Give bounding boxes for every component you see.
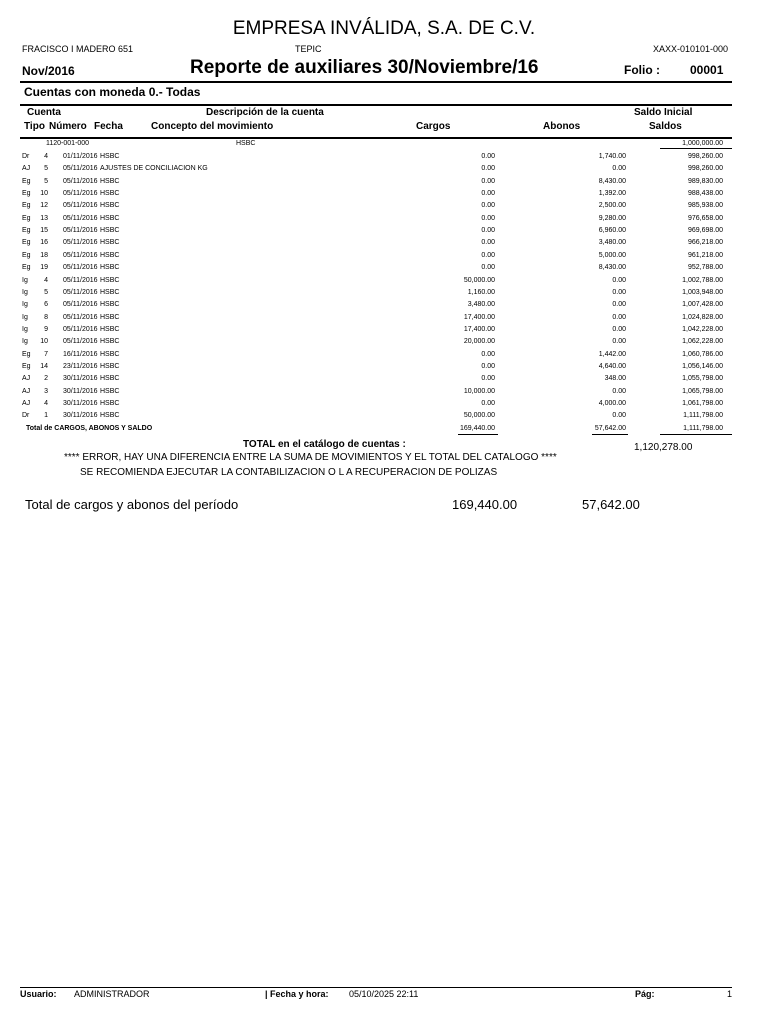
row-saldo: 1,061,798.00	[682, 400, 723, 407]
row-saldo: 1,055,798.00	[682, 375, 723, 383]
row-numero: 18	[40, 251, 48, 259]
row-cargo: 10,000.00	[463, 387, 495, 395]
row-tipo: AJ	[22, 165, 31, 173]
row-tipo: Eg	[22, 190, 31, 198]
row-cargo: 0.00	[481, 350, 495, 358]
row-concepto: HSBC	[100, 177, 120, 185]
account-initial-balance: 1,000,000.00	[682, 140, 723, 147]
row-concepto: HSBC	[100, 412, 120, 420]
row-cargo: 0.00	[481, 251, 495, 259]
row-fecha: 05/11/2016	[63, 190, 98, 198]
report-period: Nov/2016	[22, 64, 75, 78]
columns-top-divider	[20, 104, 732, 106]
col-tipo: Tipo	[24, 121, 45, 132]
table-row	[0, 226, 768, 238]
row-saldo: 1,024,828.00	[682, 313, 723, 321]
columns-bottom-divider	[20, 137, 732, 139]
row-saldo: 1,065,798.00	[682, 387, 723, 395]
catalog-total-value: 1,120,278.00	[634, 442, 693, 453]
row-fecha: 05/11/2016	[63, 313, 98, 321]
currency-filter: Cuentas con moneda 0.- Todas	[24, 85, 201, 99]
row-cargo: 3,480.00	[467, 301, 495, 309]
row-tipo: Eg	[22, 227, 31, 235]
header-divider	[20, 81, 732, 83]
col-abonos: Abonos	[543, 121, 581, 132]
totals-label: Total de CARGOS, ABONOS Y SALDO	[26, 425, 153, 432]
row-fecha: 05/11/2016	[63, 264, 98, 272]
row-fecha: 05/11/2016	[63, 338, 98, 346]
table-row	[0, 350, 768, 362]
col-cuenta: Cuenta	[27, 107, 61, 118]
row-concepto: HSBC	[100, 313, 120, 321]
row-concepto: HSBC	[100, 214, 120, 222]
table-row	[0, 374, 768, 386]
folio-value: 00001	[690, 63, 724, 77]
totals-abonos-underline	[592, 434, 628, 435]
table-row	[0, 276, 768, 288]
table-row	[0, 288, 768, 300]
row-numero: 14	[40, 362, 48, 370]
company-name: EMPRESA INVÁLIDA, S.A. DE C.V.	[232, 18, 536, 39]
row-numero: 19	[40, 264, 48, 272]
row-numero: 5	[44, 288, 48, 296]
row-abono: 1,442.00	[598, 350, 626, 358]
row-concepto: HSBC	[100, 338, 120, 346]
row-abono: 0.00	[612, 338, 626, 346]
row-abono: 0.00	[612, 288, 626, 296]
row-fecha: 05/11/2016	[63, 165, 98, 173]
row-fecha: 05/11/2016	[63, 214, 98, 222]
row-concepto: HSBC	[100, 301, 120, 309]
row-abono: 3,480.00	[598, 239, 626, 247]
account-balance-underline	[660, 148, 732, 149]
row-tipo: AJ	[22, 375, 31, 383]
row-numero: 5	[44, 177, 48, 185]
row-saldo: 998,260.00	[687, 165, 723, 173]
row-abono: 1,740.00	[598, 153, 626, 160]
row-numero: 4	[44, 400, 48, 407]
row-saldo: 1,002,788.00	[682, 276, 723, 284]
row-numero: 6	[44, 301, 48, 309]
footer-page-value: 1	[726, 989, 732, 999]
table-row	[0, 177, 768, 189]
row-tipo: Ig	[22, 338, 28, 346]
row-numero: 8	[44, 313, 48, 321]
row-numero: 4	[44, 276, 48, 284]
row-saldo: 966,218.00	[687, 239, 723, 247]
row-numero: 7	[44, 350, 48, 358]
error-message: **** ERROR, HAY UNA DIFERENCIA ENTRE LA SUMA DE MOVIMIENTOS Y EL TOTAL DEL CATALOGO ****	[64, 452, 557, 463]
row-numero: 2	[44, 375, 48, 383]
col-descripcion: Descripción de la cuenta	[206, 107, 324, 118]
row-concepto: HSBC	[100, 239, 120, 247]
table-row	[0, 325, 768, 337]
row-saldo: 1,062,228.00	[682, 338, 723, 346]
row-tipo: AJ	[22, 387, 31, 395]
row-concepto: AJUSTES DE CONCILIACION KG	[100, 165, 208, 173]
table-row	[0, 251, 768, 263]
row-abono: 0.00	[612, 387, 626, 395]
row-tipo: Eg	[22, 251, 31, 259]
row-cargo: 50,000.00	[463, 276, 495, 284]
table-row	[0, 152, 768, 164]
row-fecha: 05/11/2016	[63, 251, 98, 259]
row-cargo: 0.00	[481, 400, 495, 407]
row-tipo: Ig	[22, 313, 28, 321]
row-saldo: 961,218.00	[687, 251, 723, 259]
col-fecha: Fecha	[94, 121, 123, 132]
totals-abonos: 57,642.00	[594, 425, 626, 432]
row-fecha: 30/11/2016	[63, 400, 98, 407]
row-numero: 5	[44, 165, 48, 173]
row-fecha: 30/11/2016	[63, 412, 98, 420]
row-concepto: HSBC	[100, 350, 120, 358]
row-saldo: 1,111,798.00	[683, 412, 723, 420]
row-saldo: 1,042,228.00	[682, 325, 723, 333]
row-concepto: HSBC	[100, 288, 120, 296]
row-tipo: Ig	[22, 301, 28, 309]
row-tipo: Dr	[22, 412, 30, 420]
row-saldo: 998,260.00	[687, 153, 723, 160]
row-cargo: 17,400.00	[463, 325, 495, 333]
footer-datetime-value: 05/10/2025 22:11	[349, 989, 419, 999]
company-city: TEPIC	[295, 44, 322, 54]
table-row	[0, 189, 768, 201]
row-fecha: 05/11/2016	[63, 325, 98, 333]
row-cargo: 0.00	[481, 239, 495, 247]
row-fecha: 01/11/2016	[63, 153, 98, 160]
totals-saldo-underline	[660, 434, 732, 435]
row-cargo: 0.00	[481, 375, 495, 383]
row-abono: 0.00	[612, 165, 626, 173]
table-row	[0, 300, 768, 312]
row-abono: 0.00	[612, 313, 626, 321]
row-cargo: 0.00	[481, 177, 495, 185]
company-rfc: XAXX-010101-000	[652, 44, 728, 54]
row-cargo: 0.00	[481, 214, 495, 222]
row-cargo: 0.00	[481, 264, 495, 272]
footer-datetime-label: | Fecha y hora:	[265, 989, 329, 999]
row-numero: 1	[44, 412, 48, 420]
row-cargo: 0.00	[481, 362, 495, 370]
row-numero: 10	[40, 190, 48, 198]
col-saldo-inicial: Saldo Inicial	[634, 107, 693, 118]
footer-divider	[20, 987, 732, 988]
row-tipo: AJ	[22, 400, 31, 407]
totals-cargos-underline	[458, 434, 498, 435]
row-fecha: 05/11/2016	[63, 177, 98, 185]
row-tipo: Eg	[22, 362, 31, 370]
row-concepto: HSBC	[100, 264, 120, 272]
folio-label: Folio :	[624, 63, 660, 77]
row-numero: 3	[44, 387, 48, 395]
row-concepto: HSBC	[100, 227, 120, 235]
row-abono: 8,430.00	[598, 177, 626, 185]
row-tipo: Eg	[22, 264, 31, 272]
row-abono: 1,392.00	[598, 190, 626, 198]
table-row	[0, 263, 768, 275]
error-recommendation: SE RECOMIENDA EJECUTAR LA CONTABILIZACION O L A RECUPERACION DE POLIZAS	[80, 467, 498, 478]
row-concepto: HSBC	[100, 362, 120, 370]
row-abono: 4,640.00	[598, 362, 626, 370]
row-saldo: 969,698.00	[687, 227, 723, 235]
row-fecha: 05/11/2016	[63, 239, 98, 247]
col-concepto: Concepto del movimiento	[151, 121, 274, 132]
row-concepto: HSBC	[100, 153, 120, 160]
col-cargos: Cargos	[416, 121, 451, 132]
row-fecha: 05/11/2016	[63, 202, 98, 210]
row-abono: 8,430.00	[598, 264, 626, 272]
row-abono: 348.00	[604, 375, 626, 383]
row-concepto: HSBC	[100, 325, 120, 333]
row-cargo: 0.00	[481, 190, 495, 198]
row-cargo: 0.00	[481, 165, 495, 173]
company-address: FRACISCO I MADERO 651	[22, 44, 134, 54]
row-concepto: HSBC	[100, 375, 120, 383]
footer-user-value: ADMINISTRADOR	[74, 989, 150, 999]
catalog-total-label: TOTAL en el catálogo de cuentas :	[243, 439, 406, 450]
row-numero: 16	[40, 239, 48, 247]
row-fecha: 16/11/2016	[63, 350, 98, 358]
row-fecha: 30/11/2016	[63, 387, 98, 395]
row-saldo: 952,788.00	[687, 264, 723, 272]
report-title: Reporte de auxiliares 30/Noviembre/16	[190, 57, 539, 78]
row-fecha: 05/11/2016	[63, 227, 98, 235]
row-abono: 0.00	[612, 412, 626, 420]
row-cargo: 0.00	[481, 202, 495, 210]
row-tipo: Eg	[22, 177, 31, 185]
row-numero: 13	[40, 214, 48, 222]
footer-page-label: Pág:	[635, 989, 655, 999]
period-totals-label: Total de cargos y abonos del período	[25, 497, 239, 512]
row-cargo: 0.00	[481, 153, 495, 160]
row-numero: 15	[40, 227, 48, 235]
row-tipo: Ig	[22, 288, 28, 296]
row-saldo: 976,658.00	[687, 214, 723, 222]
row-cargo: 0.00	[481, 227, 495, 235]
row-saldo: 988,438.00	[687, 190, 723, 198]
row-saldo: 1,003,948.00	[682, 288, 723, 296]
table-row	[0, 313, 768, 325]
totals-saldo: 1,111,798.00	[683, 425, 723, 432]
row-fecha: 05/11/2016	[63, 276, 98, 284]
row-saldo: 989,830.00	[687, 177, 723, 185]
col-numero: Número	[49, 121, 87, 132]
row-abono: 5,000.00	[598, 251, 626, 259]
table-row	[0, 164, 768, 176]
row-abono: 0.00	[612, 325, 626, 333]
col-saldos: Saldos	[649, 121, 682, 132]
table-row	[0, 399, 768, 411]
row-saldo: 1,007,428.00	[682, 301, 723, 309]
period-totals-cargos: 169,440.00	[452, 497, 518, 512]
row-concepto: HSBC	[100, 251, 120, 259]
row-tipo: Ig	[22, 276, 28, 284]
row-concepto: HSBC	[100, 190, 120, 198]
table-row	[0, 411, 768, 423]
table-row	[0, 201, 768, 213]
row-abono: 6,960.00	[598, 227, 626, 235]
row-concepto: HSBC	[100, 387, 120, 395]
row-numero: 10	[40, 338, 48, 346]
row-concepto: HSBC	[100, 400, 120, 407]
table-row	[0, 214, 768, 226]
row-tipo: Dr	[22, 153, 30, 160]
row-tipo: Eg	[22, 239, 31, 247]
footer-user-label: Usuario:	[20, 989, 57, 999]
row-abono: 9,280.00	[598, 214, 626, 222]
row-fecha: 05/11/2016	[63, 288, 98, 296]
row-saldo: 1,056,146.00	[682, 362, 723, 370]
row-fecha: 30/11/2016	[63, 375, 98, 383]
row-concepto: HSBC	[100, 202, 120, 210]
account-code: 1120-001-000	[46, 140, 90, 147]
row-tipo: Eg	[22, 214, 31, 222]
period-totals-abonos: 57,642.00	[582, 497, 640, 512]
totals-cargos: 169,440.00	[459, 425, 495, 432]
table-row	[0, 337, 768, 349]
table-row	[0, 387, 768, 399]
row-saldo: 1,060,786.00	[682, 350, 723, 358]
row-tipo: Ig	[22, 325, 28, 333]
row-cargo: 17,400.00	[463, 313, 495, 321]
row-numero: 9	[44, 325, 48, 333]
table-row	[0, 362, 768, 374]
row-abono: 2,500.00	[598, 202, 626, 210]
row-abono: 0.00	[612, 276, 626, 284]
row-fecha: 23/11/2016	[63, 362, 98, 370]
row-tipo: Eg	[22, 350, 31, 358]
row-concepto: HSBC	[100, 276, 120, 284]
row-abono: 0.00	[612, 301, 626, 309]
account-name: HSBC	[236, 140, 256, 147]
row-cargo: 50,000.00	[463, 412, 495, 420]
row-fecha: 05/11/2016	[63, 301, 98, 309]
row-numero: 12	[40, 202, 48, 210]
table-row	[0, 238, 768, 250]
row-abono: 4,000.00	[598, 400, 626, 407]
row-tipo: Eg	[22, 202, 31, 210]
row-saldo: 985,938.00	[687, 202, 723, 210]
row-cargo: 20,000.00	[463, 338, 495, 346]
row-numero: 4	[44, 153, 48, 160]
row-cargo: 1,160.00	[467, 288, 495, 296]
